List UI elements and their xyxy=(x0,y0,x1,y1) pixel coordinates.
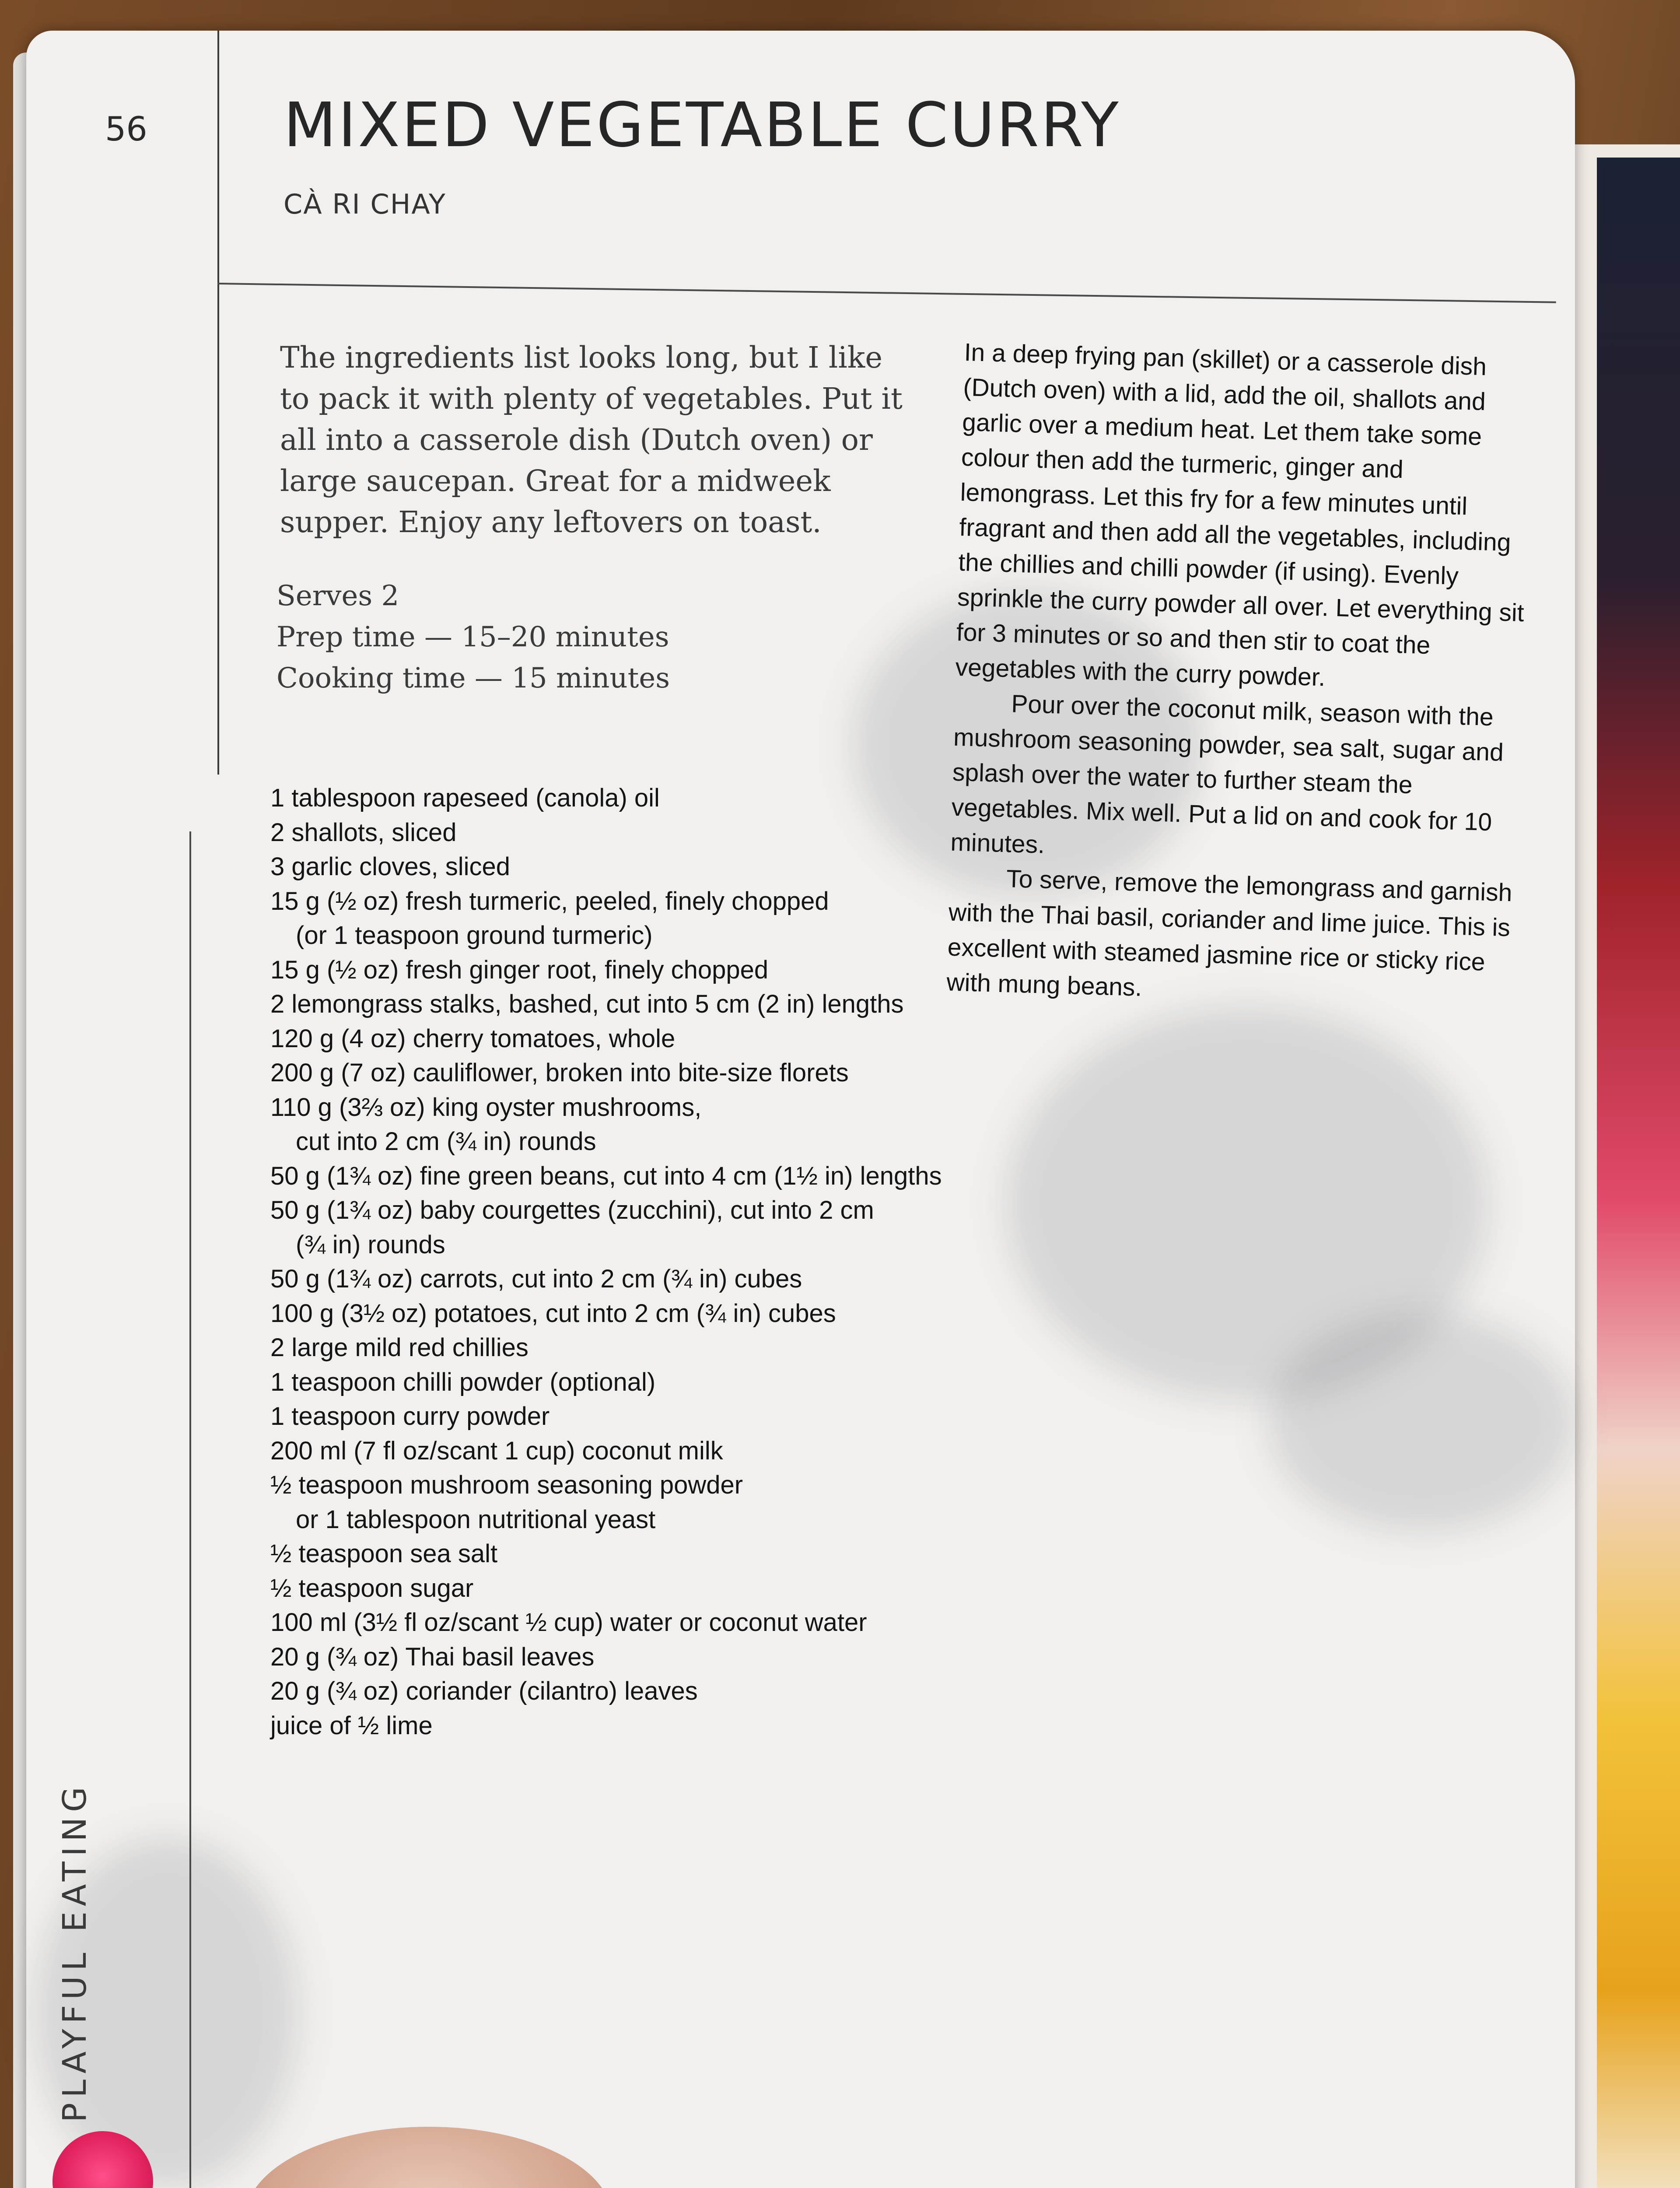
ingredient-line: (or 1 teaspoon ground turmeric) xyxy=(296,921,653,950)
section-label: PLAYFUL EATING xyxy=(56,1781,94,2122)
method-paragraph: Pour over the coconut milk, season with the mushroom seasoning powder, sea salt, sugar and splash over the water to further steam the vegetables. Mix well. Put a lid on and cook for 10 minutes. xyxy=(950,690,1504,859)
ingredient-line: 20 g (¾ oz) coriander (cilantro) leaves xyxy=(270,1677,698,1705)
ingredient-line: 1 teaspoon chilli powder (optional) xyxy=(270,1368,656,1396)
ingredient-line: 50 g (1¾ oz) fine green beans, cut into 4 cm (1½ in) lengths xyxy=(270,1161,942,1190)
ingredient-line: 110 g (3⅔ oz) king oyster mushrooms, xyxy=(270,1093,702,1122)
recipe-subtitle: CÀ RI CHAY xyxy=(284,188,446,220)
ingredient-line: 100 ml (3½ fl oz/scant ½ cup) water or coconut water xyxy=(270,1608,867,1637)
prep-time: Prep time — 15–20 minutes xyxy=(276,621,669,653)
ingredient-line: 100 g (3½ oz) potatoes, cut into 2 cm (¾ in) cubes xyxy=(270,1299,836,1328)
ingredient-list xyxy=(270,781,942,1743)
ingredient-line: 20 g (¾ oz) Thai basil leaves xyxy=(270,1642,595,1671)
ingredient-line: 1 teaspoon curry powder xyxy=(270,1402,550,1431)
margin-rule xyxy=(217,31,219,775)
method-paragraph: To serve, remove the lemongrass and garnish with the Thai basil, coriander and lime juice. This is excellent with steamed jasmine rice or sticky rice with mung beans. xyxy=(946,865,1513,1002)
page-number: 56 xyxy=(105,109,147,148)
recipe-title: MIXED VEGETABLE CURRY xyxy=(284,90,1120,161)
ingredient-line: 50 g (1¾ oz) baby courgettes (zucchini), cut into 2 cm xyxy=(270,1196,874,1224)
ingredient-line: 2 large mild red chillies xyxy=(270,1333,528,1362)
recipe-intro: The ingredients list looks long, but I like to pack it with plenty of vegetables. Put it all into a casserole dish (Dutch oven) or large saucepan. Great for a midweek supper. Enjoy any leftovers on toast. xyxy=(280,340,903,539)
ingredient-line: 1 tablespoon rapeseed (canola) oil xyxy=(270,784,660,812)
ingredient-line: 15 g (½ oz) fresh turmeric, peeled, finely chopped xyxy=(270,887,829,915)
ingredient-line: 200 ml (7 fl oz/scant 1 cup) coconut milk xyxy=(270,1436,723,1465)
ingredient-line: or 1 tablespoon nutritional yeast xyxy=(296,1505,656,1534)
ingredient-line: 200 g (7 oz) cauliflower, broken into bite-size florets xyxy=(270,1059,849,1087)
ingredient-line: cut into 2 cm (¾ in) rounds xyxy=(296,1127,596,1156)
recipe-details xyxy=(276,575,670,699)
ingredient-line: 3 garlic cloves, sliced xyxy=(270,852,510,881)
ingredient-line: ½ teaspoon sea salt xyxy=(270,1539,498,1568)
serves: Serves 2 xyxy=(276,580,399,612)
ingredient-line: 15 g (½ oz) fresh ginger root, finely chopped xyxy=(270,955,769,984)
ingredient-line: (¾ in) rounds xyxy=(296,1230,445,1259)
ingredient-line: 2 lemongrass stalks, bashed, cut into 5 cm (2 in) lengths xyxy=(270,990,904,1018)
margin-rule xyxy=(189,831,191,2188)
ingredient-line: 120 g (4 oz) cherry tomatoes, whole xyxy=(270,1024,676,1053)
method-paragraph: In a deep frying pan (skillet) or a casserole dish (Dutch oven) with a lid, add the oil, shallots and garlic over a medium heat. Let them take some colour then add the turmeric, ginger and lemongrass. Let this fry for a few minutes until fragrant and then add all the vegetables, including the chillies and chilli powder (if using). Evenly sprinkle the curry powder all over. Let everything sit for 3 minutes or so and then stir to coat the vegetables with the curry powder. xyxy=(955,338,1525,692)
ingredient-line: ½ teaspoon sugar xyxy=(270,1574,474,1602)
cooking-time: Cooking time — 15 minutes xyxy=(276,662,670,694)
ingredient-line: ½ teaspoon mushroom seasoning powder xyxy=(270,1471,743,1499)
method xyxy=(946,335,1547,1016)
ingredient-line: juice of ½ lime xyxy=(270,1711,433,1740)
facing-page-photo xyxy=(1597,158,1680,2188)
hand-shadow xyxy=(1269,1313,1575,1532)
ingredient-line: 2 shallots, sliced xyxy=(270,818,457,847)
ingredient-line: 50 g (1¾ oz) carrots, cut into 2 cm (¾ in) cubes xyxy=(270,1265,802,1293)
